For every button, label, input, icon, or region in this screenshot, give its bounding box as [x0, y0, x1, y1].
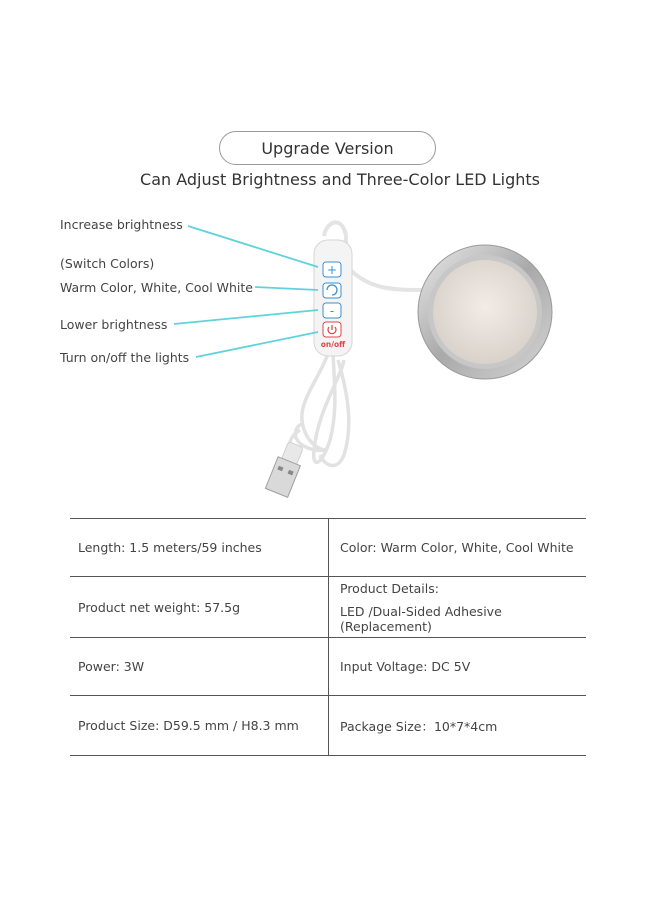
spec-length: Length: 1.5 meters/59 inches: [70, 519, 329, 577]
table-row: [70, 696, 586, 756]
onoff-label: on/off: [320, 340, 346, 349]
spec-size: Product Size: D59.5 mm / H8.3 mm: [70, 696, 329, 756]
callout-power: Turn on/off the lights: [60, 350, 190, 365]
minus-icon: -: [329, 304, 335, 318]
lamp-cable: [346, 266, 430, 290]
spec-voltage: Input Voltage: DC 5V: [329, 638, 587, 696]
spec-details-title: Product Details:: [340, 580, 439, 596]
spec-power: Power: 3W: [70, 638, 329, 696]
callout-switch-colors: (Switch Colors): [60, 256, 155, 271]
table-row: [70, 577, 586, 638]
plus-icon: +: [326, 263, 338, 277]
spec-weight: Product net weight: 57.5g: [70, 577, 329, 638]
spec-table: [70, 518, 586, 756]
usb-plug-icon: [265, 440, 307, 497]
callout-lower-brightness: Lower brightness: [60, 317, 168, 332]
spec-package: Package Size：10*7*4cm: [329, 696, 587, 756]
callout-color-options: Warm Color, White, Cool White: [60, 280, 253, 295]
led-puck-light: [418, 245, 552, 379]
spec-details: [329, 577, 587, 638]
badge-label: Upgrade Version: [261, 138, 394, 158]
spec-details-value: LED /Dual-Sided Adhesive (Replacement): [340, 603, 502, 634]
page-subtitle: Can Adjust Brightness and Three-Color LED Lights: [140, 170, 540, 189]
table-row: [70, 638, 586, 696]
callout-increase-brightness: Increase brightness: [60, 217, 183, 232]
table-row: [70, 519, 586, 577]
spec-color: Color: Warm Color, White, Cool White: [329, 519, 587, 577]
